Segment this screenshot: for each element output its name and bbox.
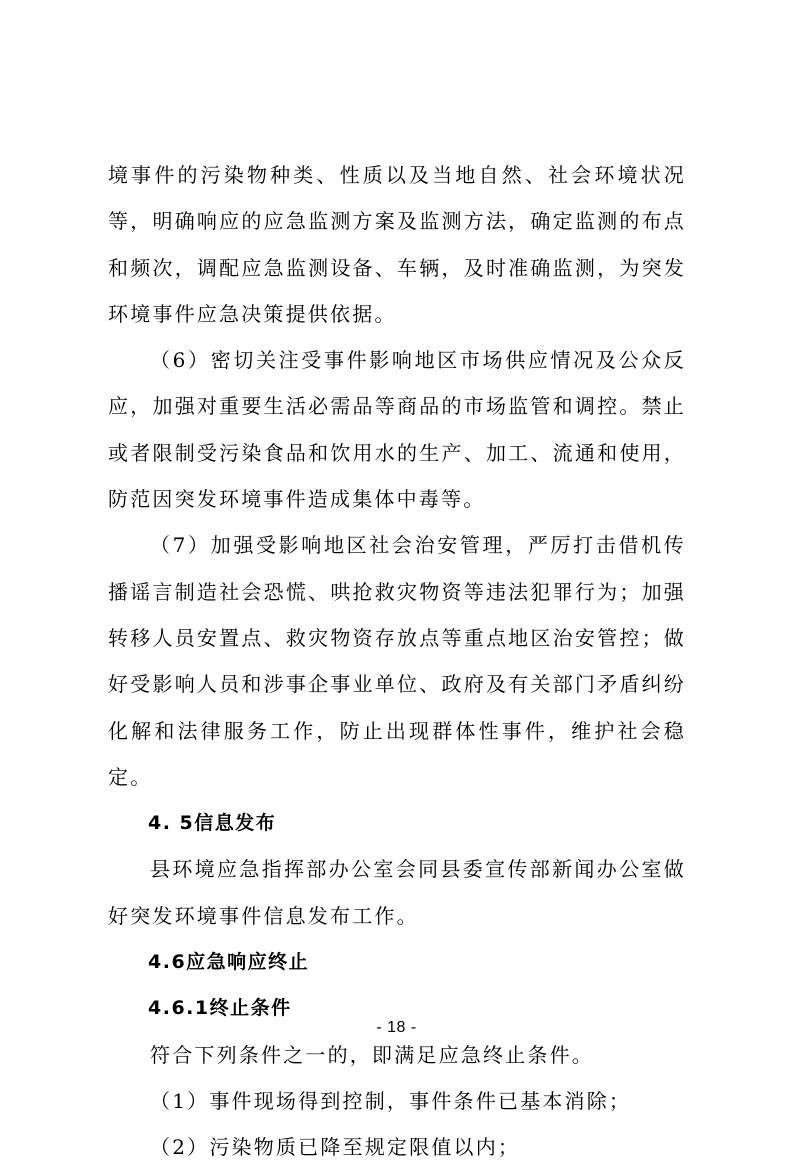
section-heading-4-5: 4. 5信息发布 [148,812,277,835]
paragraph-item-6: （6）密切关注受事件影响地区市场供应情况及公众反应，加强对重要生活必需品等商品的市场监管和调控。禁止或者限制受污染食品和饮用水的生产、加工、流通和使用，防范因突发环境事件造成集体中毒等。 [108,348,686,512]
section-heading-4-6: 4.6应急响应终止 [148,951,310,974]
paragraph-monitoring-continuation: 境事件的污染物种类、性质以及当地自然、社会环境状况等，明确响应的应急监测方案及监测方法，确定监测的布点和频次，调配应急监测设备、车辆，及时准确监测，为突发环境事件应急决策提供依据。 [108,163,686,326]
section-heading-4-6-1: 4.6.1终止条件 [148,997,292,1020]
paragraph-condition-2: （2）污染物质已降至规定限值以内； [150,1135,521,1160]
paragraph-item-7: （7）加强受影响地区社会治安管理，严厉打击借机传播谣言制造社会恐慌、哄抢救灾物资等违法犯罪行为；加强转移人员安置点、救灾物资存放点等重点地区治安管控；做好受影响人员和涉事企事业单位、政府及有关部门矛盾纠纷化解和法律服务工作，防止出现群体性事件，维护社会稳定。 [108,533,686,789]
page-number: - 18 - [376,1019,417,1036]
paragraph-information-release: 县环境应急指挥部办公室会同县委宣传部新闻办公室做好突发环境事件信息发布工作。 [108,857,686,928]
paragraph-condition-1: （1）事件现场得到控制，事件条件已基本消除； [150,1088,632,1113]
paragraph-termination-intro: 符合下列条件之一的，即满足应急终止条件。 [150,1042,594,1067]
